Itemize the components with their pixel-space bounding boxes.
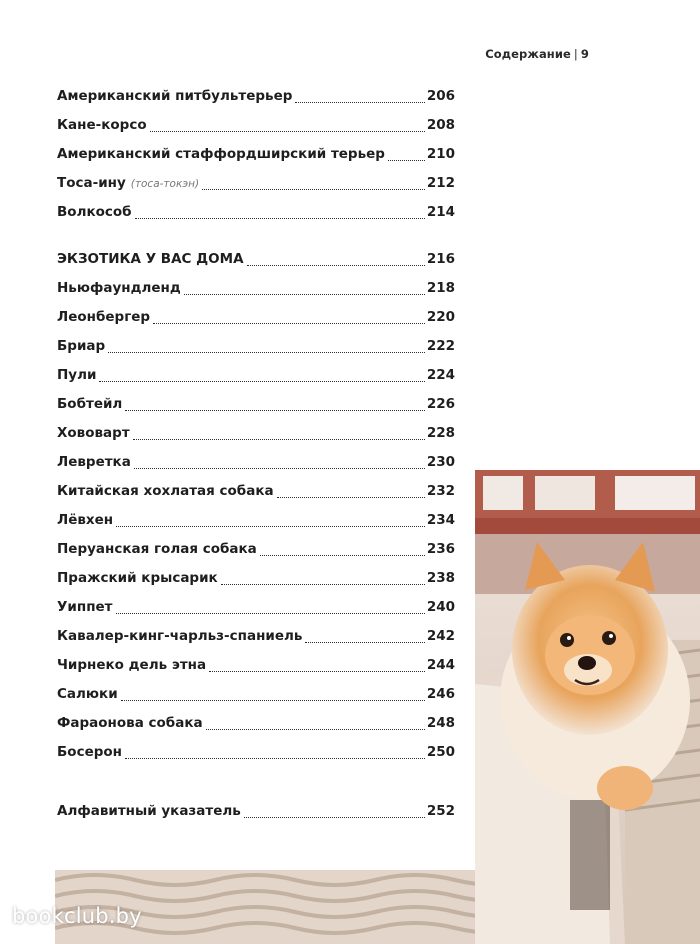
toc-entry-page: 248 <box>426 715 455 731</box>
toc-entry-title: Чирнеко дель этна <box>57 657 207 673</box>
toc-entry[interactable] <box>57 364 455 386</box>
toc-dot-leader <box>277 497 425 498</box>
watermark-text: bookclub.by <box>12 904 142 928</box>
toc-entry-note: (тоса-токэн) <box>130 178 200 190</box>
toc-entry-page: 240 <box>426 599 455 615</box>
toc-dot-leader <box>116 526 425 527</box>
dog-photo <box>475 470 700 944</box>
toc-entry-title: Леонбергер <box>57 309 151 325</box>
toc-entry-title: Пули <box>57 367 97 383</box>
toc-entry-title: Босерон <box>57 744 122 760</box>
toc-dot-leader <box>125 410 424 411</box>
toc-entry-title: ЭКЗОТИКА У ВАС ДОМА <box>57 251 244 267</box>
toc-entry-page: 226 <box>426 396 455 412</box>
toc-entry-title: Левретка <box>57 454 131 470</box>
toc-entry-page: 216 <box>426 251 455 267</box>
toc-dot-leader <box>108 352 425 353</box>
toc-dot-leader <box>184 294 425 295</box>
toc-dot-leader <box>134 468 425 469</box>
toc-entry[interactable] <box>57 567 455 589</box>
toc-dot-leader <box>209 671 425 672</box>
toc-entry-page: 230 <box>426 454 455 470</box>
toc-dot-leader <box>295 102 424 103</box>
toc-entry-title: Алфавитный указатель <box>57 803 241 819</box>
toc-entry-title: Бобтейл <box>57 396 123 412</box>
toc-entry-page: 210 <box>426 146 455 162</box>
toc-dot-leader <box>388 160 425 161</box>
toc-entry[interactable] <box>57 712 455 734</box>
toc-entry[interactable] <box>57 654 455 676</box>
toc-entry[interactable] <box>57 596 455 618</box>
toc-entry-title: Американский питбультерьер <box>57 88 293 104</box>
toc-dot-leader <box>153 323 425 324</box>
toc-entry[interactable] <box>57 85 455 107</box>
toc-entry-title: Волкособ <box>57 204 132 220</box>
toc-entry-page: 238 <box>426 570 455 586</box>
toc-entry-page: 232 <box>426 483 455 499</box>
header-separator: | <box>573 47 578 61</box>
toc-entry[interactable] <box>57 114 455 136</box>
toc-entry[interactable] <box>57 422 455 444</box>
toc-entry-title: Американский стаффордширский терьер <box>57 146 385 162</box>
toc-entry-page: 242 <box>426 628 455 644</box>
toc-entry-title: Хововарт <box>57 425 130 441</box>
toc-entry-page: 224 <box>426 367 455 383</box>
toc-dot-leader <box>221 584 425 585</box>
toc-dot-leader <box>99 381 424 382</box>
toc-entry-title: Кавалер-кинг-чарльз-спаниель <box>57 628 303 644</box>
toc-entry-page: 252 <box>426 803 455 819</box>
toc-entry[interactable] <box>57 393 455 415</box>
toc-entry-page: 214 <box>426 204 455 220</box>
toc-entry-title: Бриар <box>57 338 106 354</box>
toc-entry-title: Перуанская голая собака <box>57 541 257 557</box>
toc-entry[interactable] <box>57 625 455 647</box>
toc-entry-page: 236 <box>426 541 455 557</box>
toc-entry[interactable] <box>57 741 455 763</box>
toc-entry[interactable] <box>57 172 455 194</box>
toc-entry[interactable] <box>57 480 455 502</box>
toc-entry-title: Китайская хохлатая собака <box>57 483 274 499</box>
toc-entry-title: Салюки <box>57 686 118 702</box>
toc-dot-leader <box>305 642 424 643</box>
toc-dot-leader <box>121 700 425 701</box>
toc-entry[interactable] <box>57 335 455 357</box>
toc-dot-leader <box>247 265 425 266</box>
toc-entry[interactable] <box>57 201 455 223</box>
toc-dot-leader <box>150 131 425 132</box>
toc-dot-leader <box>260 555 425 556</box>
toc-dot-leader <box>135 218 425 219</box>
toc-entry-page: 244 <box>426 657 455 673</box>
toc-entry[interactable] <box>57 538 455 560</box>
toc-dot-leader <box>244 817 425 818</box>
toc-dot-leader <box>133 439 425 440</box>
header-section-title: Содержание <box>485 47 571 61</box>
toc-entry-title: Пражский крысарик <box>57 570 218 586</box>
toc-entry[interactable] <box>57 306 455 328</box>
toc-dot-leader <box>206 729 425 730</box>
toc-entry-page: 250 <box>426 744 455 760</box>
toc-entry-title: Фараонова собака <box>57 715 203 731</box>
toc-entry-page: 246 <box>426 686 455 702</box>
toc-entry-title: Кане-корсо <box>57 117 147 133</box>
running-header <box>485 47 589 61</box>
toc-entry[interactable] <box>57 277 455 299</box>
toc-entry[interactable] <box>57 143 455 165</box>
toc-dot-leader <box>125 758 425 759</box>
toc-entry-page: 206 <box>426 88 455 104</box>
toc-entry-page: 234 <box>426 512 455 528</box>
toc-entry-page: 220 <box>426 309 455 325</box>
toc-entry-page: 228 <box>426 425 455 441</box>
toc-dot-leader <box>202 189 425 190</box>
toc-index-entry[interactable] <box>57 800 455 822</box>
toc-section-heading[interactable] <box>57 248 455 270</box>
toc-entry-title: Уиппет <box>57 599 113 615</box>
toc-entry-page: 208 <box>426 117 455 133</box>
toc-dot-leader <box>116 613 425 614</box>
toc-entry-page: 212 <box>426 175 455 191</box>
toc-entry-page: 222 <box>426 338 455 354</box>
toc-entry[interactable] <box>57 509 455 531</box>
header-page-number: 9 <box>580 47 589 61</box>
toc-entry-title: Ньюфаундленд <box>57 280 181 296</box>
toc-entry-title: Лёвхен <box>57 512 114 528</box>
toc-entry-page: 218 <box>426 280 455 296</box>
toc-entry[interactable] <box>57 451 455 473</box>
toc-entry[interactable] <box>57 683 455 705</box>
toc-entry-title: Тоса-ину <box>57 175 126 191</box>
